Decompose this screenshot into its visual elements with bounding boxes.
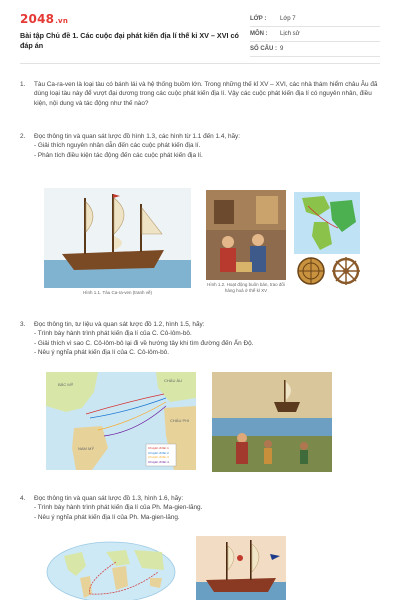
map-label-africa: CHÂU PHI bbox=[170, 418, 190, 423]
question-3: 3. Đọc thông tin, tư liệu và quan sát lược đồ 1.2, hình 1.5, hãy: - Trình bày hành trình phát kiến địa lí của C. Cô-lôm-bô. - Giải thích vì sao C. Cô-lôm-bô lại đi về hướng tây khi tìm đường đến Ấn Độ. - Nêu ý nghĩa phát kiến địa lí của C. Cô-lôm-bô. bbox=[20, 321, 254, 357]
header-divider bbox=[20, 63, 380, 64]
page-header bbox=[20, 12, 380, 58]
ship-wheel-image bbox=[331, 256, 361, 286]
page-title: Bài tập Chủ đề 1. Các cuộc đại phát kiến địa lí thế kỉ XV – XVI có đáp án bbox=[20, 31, 239, 50]
meta-table bbox=[250, 12, 380, 57]
meta-row-count: SỐ CÂU : 9 bbox=[250, 42, 380, 57]
question-4: 4. Đọc thông tin và quan sát lược đồ 1.3, hình 1.6, hãy: - Trình bày hành trình phát kiến địa lí của Ph. Ma-gien-lăng. - Nêu ý nghĩa phát kiến địa lí của Ph. Ma-gien-lăng. bbox=[20, 495, 203, 521]
magellan-ship-image bbox=[196, 536, 286, 600]
meta-row-class: LỚP : Lớp 7 bbox=[250, 12, 380, 27]
columbus-route-map bbox=[46, 372, 196, 470]
map-label-europe: CHÂU ÂU bbox=[164, 378, 183, 383]
astrolabe-image bbox=[296, 256, 326, 286]
map-legend: Chuyến đi lần 1 Chuyến đi lần 2 Chuyến đi lần 3 Chuyến đi lần 4 bbox=[148, 446, 169, 464]
magellan-world-map bbox=[46, 536, 176, 600]
meta-row-subject: MÔN : Lịch sử bbox=[250, 27, 380, 42]
market-trade-image bbox=[206, 190, 286, 280]
caravel-ship-image bbox=[44, 188, 191, 288]
map-image-1-3 bbox=[294, 192, 360, 254]
question-1: 1. Tàu Ca-ra-ven là loại tàu có bánh lái và hệ thống buồm lớn. Trong những thế kỉ XV – XVI, các nhà thám hiểm châu Âu đã dùng loại tàu này để vượt đại dương trong các cuộc phát kiến địa lí. Vậy các cuộc phát kiến địa lí có nguyên nhân, điều kiện, nội dung và tác động như thế nào? bbox=[20, 81, 378, 107]
question-2: 2. Đọc thông tin và quan sát lược đồ hình 1.3, các hình từ 1.1 đến 1.4, hãy: - Giải thích nguyên nhân dẫn đến các cuộc phát kiến địa lí. - Phân tích điều kiện tác động đến các cuộc phát kiến địa lí. bbox=[20, 133, 241, 159]
columbus-arrival-image bbox=[212, 372, 332, 472]
caption-ship: Hình 1.1. Tàu Ca-ra-ven (tranh vẽ) bbox=[83, 290, 152, 295]
map-label-south-america: NAM MỸ bbox=[78, 446, 94, 451]
site-logo[interactable]: 2048.vn bbox=[20, 12, 69, 26]
caption-market: Hình 1.2. Hoạt động buôn bán, trao đổi hàng hoá ở thế kỉ XV bbox=[207, 282, 285, 293]
map-label-north-america: BẮC MỸ bbox=[58, 382, 74, 387]
